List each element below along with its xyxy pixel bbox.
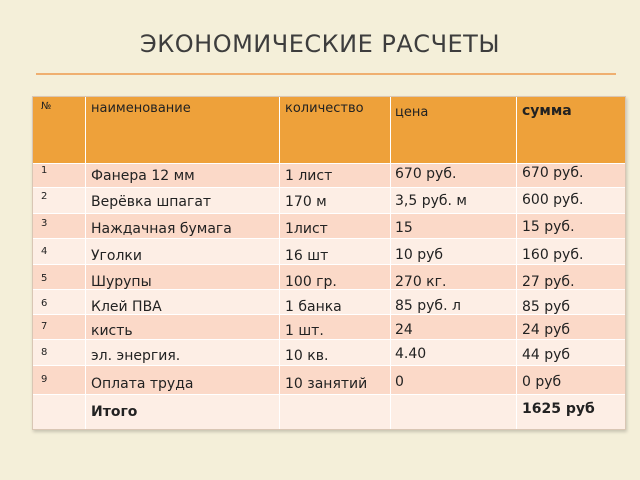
row-number: 9	[41, 374, 48, 385]
slide-title: ЭКОНОМИЧЕСКИЕ РАСЧЕТЫ	[139, 30, 501, 58]
row-quantity: 170 м	[285, 194, 327, 210]
row-quantity: 1 банка	[285, 299, 342, 315]
header-sum: сумма	[522, 103, 572, 119]
row-sum: 85 руб	[522, 299, 571, 315]
header-number: №	[41, 101, 52, 112]
row-price: 270 кг.	[395, 274, 447, 290]
row-quantity: 10 занятий	[285, 376, 368, 392]
row-price: 85 руб. л	[395, 298, 461, 314]
calculation-table	[32, 96, 626, 430]
header-price: цена	[395, 105, 429, 120]
column-divider	[279, 97, 280, 429]
row-number: 8	[41, 347, 48, 358]
row-price: 670 руб.	[395, 166, 457, 182]
row-number: 1	[41, 165, 48, 176]
row-sum: 44 руб	[522, 347, 571, 363]
row-divider	[33, 365, 625, 366]
header-name: наименование	[91, 101, 191, 116]
row-name: Оплата труда	[91, 376, 194, 392]
column-divider	[390, 97, 391, 429]
row-number: 3	[41, 218, 48, 229]
row-sum: 670 руб.	[522, 165, 584, 181]
row-divider	[33, 394, 625, 395]
row-price: 24	[395, 322, 413, 338]
row-number: 4	[41, 246, 48, 257]
header-quantity: количество	[285, 101, 364, 116]
row-name: Верёвка шпагат	[91, 194, 212, 210]
row-sum: 15 руб.	[522, 219, 575, 235]
row-quantity: 10 кв.	[285, 348, 329, 364]
row-quantity: 16 шт	[285, 248, 329, 264]
row-price: 3,5 руб. м	[395, 193, 467, 209]
row-quantity: 1 шт.	[285, 323, 324, 339]
row-name: кисть	[91, 323, 133, 339]
row-price: 15	[395, 220, 413, 236]
row-name: эл. энергия.	[91, 348, 181, 364]
row-price: 10 руб	[395, 247, 444, 263]
title-underline	[36, 73, 616, 75]
row-divider	[33, 213, 625, 214]
row-name: Фанера 12 мм	[91, 168, 195, 184]
row-sum: 160 руб.	[522, 247, 584, 263]
row-quantity: 1лист	[285, 221, 328, 237]
column-divider	[516, 97, 517, 429]
row-price: 4.40	[395, 346, 427, 362]
total-sum: 1625 руб	[522, 401, 595, 417]
total-label: Итого	[91, 404, 138, 420]
row-price: 0	[395, 374, 404, 390]
row-name: Уголки	[91, 248, 142, 264]
row-sum: 0 руб	[522, 374, 562, 390]
row-divider	[33, 187, 625, 188]
row-name: Клей ПВА	[91, 299, 162, 315]
column-divider	[85, 97, 86, 429]
row-number: 5	[41, 273, 48, 284]
row-sum: 27 руб.	[522, 274, 575, 290]
row-quantity: 100 гр.	[285, 274, 337, 290]
row-sum: 24 руб	[522, 322, 571, 338]
row-divider	[33, 238, 625, 239]
row-name: Наждачная бумага	[91, 221, 232, 237]
row-name: Шурупы	[91, 274, 152, 290]
row-sum: 600 руб.	[522, 192, 584, 208]
row-quantity: 1 лист	[285, 168, 333, 184]
row-number: 6	[41, 298, 48, 309]
row-number: 7	[41, 321, 48, 332]
row-number: 2	[41, 191, 48, 202]
